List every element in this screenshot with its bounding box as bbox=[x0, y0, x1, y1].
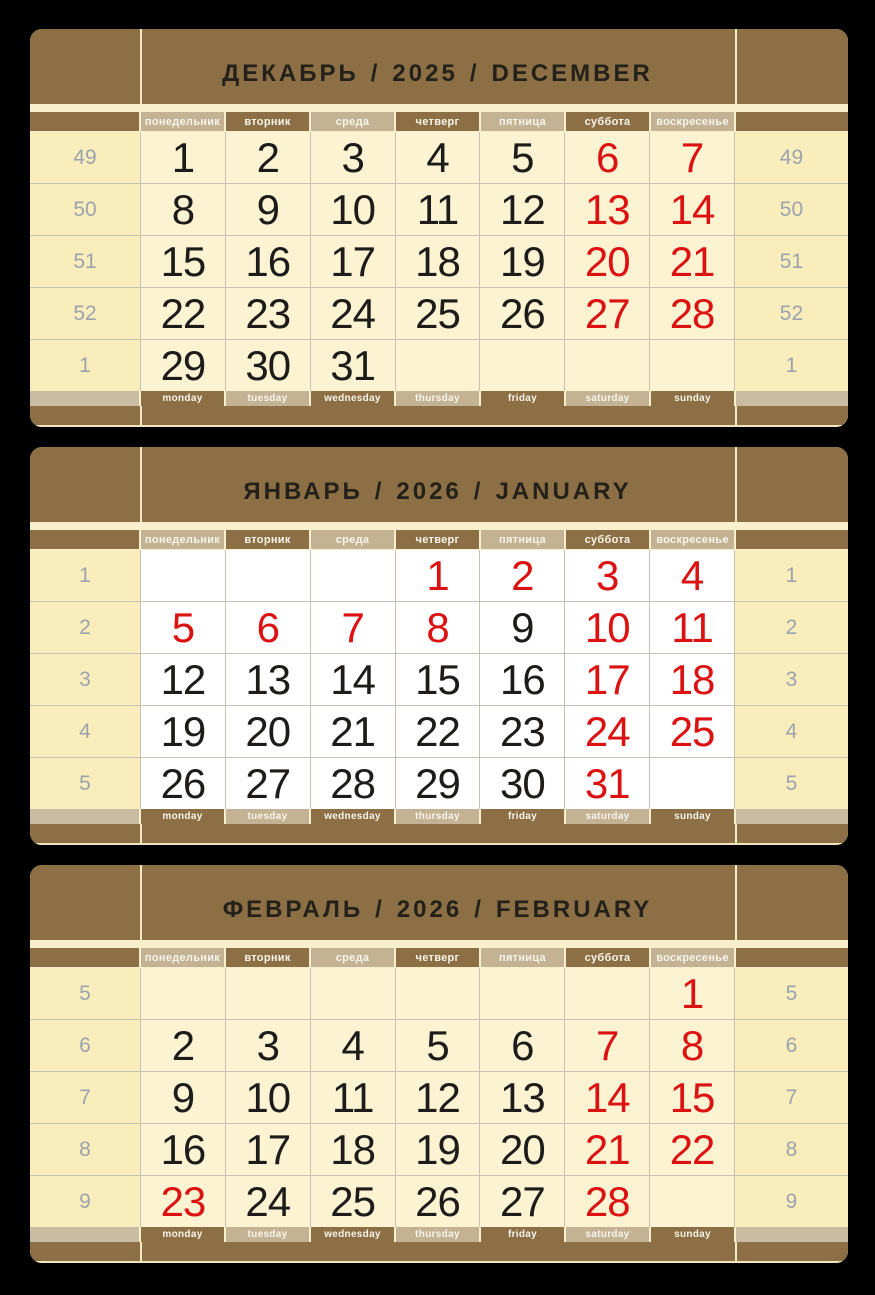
week-number-cell: 49 bbox=[735, 132, 848, 183]
weekday-ru-cell: суббота bbox=[566, 112, 649, 131]
date-cell: 9 bbox=[226, 184, 310, 235]
date-cell: 26 bbox=[141, 758, 225, 809]
date-cell: 17 bbox=[311, 236, 395, 287]
date-cell: 8 bbox=[650, 1020, 734, 1071]
month-name-ru: ДЕКАБРЬ bbox=[222, 59, 359, 87]
date-cell: 6 bbox=[565, 132, 649, 183]
title-separator: / bbox=[374, 477, 385, 505]
month-footer-band bbox=[30, 406, 848, 427]
week-number-cell: 7 bbox=[30, 1072, 140, 1123]
date-cell: 1 bbox=[141, 132, 225, 183]
week-number-cell: 3 bbox=[30, 654, 140, 705]
month-footer-band bbox=[30, 824, 848, 845]
week-number-cell: 6 bbox=[30, 1020, 140, 1071]
week-number-cell: 2 bbox=[30, 602, 140, 653]
week-number-cell: 1 bbox=[735, 340, 848, 391]
date-cell: 27 bbox=[226, 758, 310, 809]
date-cell: 10 bbox=[226, 1072, 310, 1123]
weekday-ru-cell: среда bbox=[311, 530, 394, 549]
weekday-en-cell: monday bbox=[141, 809, 224, 824]
weekday-en-cell: wednesday bbox=[311, 809, 394, 824]
week-number-cell: 50 bbox=[735, 184, 848, 235]
date-cell: 4 bbox=[650, 550, 734, 601]
weekday-footer-row-en bbox=[30, 1227, 848, 1242]
date-cell: 12 bbox=[396, 1072, 480, 1123]
date-cell: 16 bbox=[480, 654, 564, 705]
date-cell: 10 bbox=[311, 184, 395, 235]
date-cell: 11 bbox=[311, 1072, 395, 1123]
date-cell: 10 bbox=[565, 602, 649, 653]
weekday-en-cell: thursday bbox=[396, 391, 479, 406]
weekday-ru-cell: понедельник bbox=[141, 948, 224, 967]
date-cell bbox=[226, 968, 310, 1019]
date-cell: 19 bbox=[141, 706, 225, 757]
calendar-grid bbox=[30, 132, 848, 391]
date-cell bbox=[311, 550, 395, 601]
title-separator: / bbox=[469, 59, 480, 87]
weekday-ru-cell: среда bbox=[311, 112, 394, 131]
weekday-en-cell: thursday bbox=[396, 809, 479, 824]
weekday-en-cell: tuesday bbox=[226, 1227, 309, 1242]
date-cell bbox=[650, 758, 734, 809]
date-cell: 26 bbox=[480, 288, 564, 339]
weekday-en-cell: friday bbox=[481, 1227, 564, 1242]
weekday-en-cell: saturday bbox=[566, 1227, 649, 1242]
weekday-ru-cell: суббота bbox=[566, 948, 649, 967]
weekday-ru-cell: понедельник bbox=[141, 530, 224, 549]
month-footer-band bbox=[30, 1242, 848, 1263]
weekday-ru-cell: вторник bbox=[226, 948, 309, 967]
date-cell: 8 bbox=[141, 184, 225, 235]
date-cell: 19 bbox=[480, 236, 564, 287]
date-cell: 11 bbox=[650, 602, 734, 653]
date-cell bbox=[396, 340, 480, 391]
weekday-en-cell: monday bbox=[141, 391, 224, 406]
week-number-cell: 1 bbox=[30, 340, 140, 391]
date-cell: 24 bbox=[565, 706, 649, 757]
date-cell bbox=[650, 1176, 734, 1227]
weekday-en-cell: monday bbox=[141, 1227, 224, 1242]
date-cell: 20 bbox=[565, 236, 649, 287]
date-cell: 21 bbox=[311, 706, 395, 757]
week-number-cell: 1 bbox=[30, 550, 140, 601]
date-cell: 23 bbox=[141, 1176, 225, 1227]
week-number-cell: 5 bbox=[30, 968, 140, 1019]
date-cell: 14 bbox=[311, 654, 395, 705]
date-cell: 20 bbox=[226, 706, 310, 757]
weekday-en-cell: thursday bbox=[396, 1227, 479, 1242]
date-cell: 23 bbox=[480, 706, 564, 757]
date-cell: 8 bbox=[396, 602, 480, 653]
month-title bbox=[142, 29, 733, 104]
weekday-en-cell: saturday bbox=[566, 391, 649, 406]
week-number-cell: 4 bbox=[30, 706, 140, 757]
weekday-ru-cell: вторник bbox=[226, 530, 309, 549]
date-cell: 3 bbox=[311, 132, 395, 183]
weekday-row-right-pad bbox=[736, 809, 848, 824]
date-cell: 22 bbox=[141, 288, 225, 339]
date-cell: 17 bbox=[226, 1124, 310, 1175]
title-separator: / bbox=[370, 59, 381, 87]
month-header bbox=[30, 447, 848, 522]
date-cell: 6 bbox=[480, 1020, 564, 1071]
month-title bbox=[142, 865, 733, 940]
date-cell: 18 bbox=[650, 654, 734, 705]
weekday-row-right-pad bbox=[736, 948, 848, 967]
date-cell: 7 bbox=[311, 602, 395, 653]
weekday-en-cell: sunday bbox=[651, 391, 734, 406]
calendar-grid bbox=[30, 550, 848, 809]
weekday-en-cell: tuesday bbox=[226, 809, 309, 824]
weekday-en-cell: friday bbox=[481, 809, 564, 824]
date-cell: 7 bbox=[565, 1020, 649, 1071]
title-separator: / bbox=[473, 477, 484, 505]
weekday-row-left-pad bbox=[30, 809, 139, 824]
date-cell: 5 bbox=[480, 132, 564, 183]
date-cell: 27 bbox=[565, 288, 649, 339]
month-header bbox=[30, 865, 848, 940]
date-cell: 15 bbox=[141, 236, 225, 287]
date-cell bbox=[565, 340, 649, 391]
week-number-cell: 7 bbox=[735, 1072, 848, 1123]
week-number-cell: 49 bbox=[30, 132, 140, 183]
date-cell bbox=[565, 968, 649, 1019]
date-cell: 20 bbox=[480, 1124, 564, 1175]
weekday-row-left-pad bbox=[30, 391, 139, 406]
date-cell: 2 bbox=[226, 132, 310, 183]
weekday-en-cell: saturday bbox=[566, 809, 649, 824]
date-cell: 29 bbox=[141, 340, 225, 391]
month-block bbox=[30, 29, 848, 427]
weekday-row-right-pad bbox=[736, 1227, 848, 1242]
month-block bbox=[30, 447, 848, 845]
date-cell: 1 bbox=[650, 968, 734, 1019]
month-name-en: JANUARY bbox=[495, 477, 632, 505]
week-number-cell: 3 bbox=[735, 654, 848, 705]
weekday-ru-cell: понедельник bbox=[141, 112, 224, 131]
month-year: 2026 bbox=[396, 477, 462, 505]
date-cell: 16 bbox=[141, 1124, 225, 1175]
date-cell: 4 bbox=[311, 1020, 395, 1071]
date-cell: 25 bbox=[396, 288, 480, 339]
week-number-cell: 9 bbox=[735, 1176, 848, 1227]
weekday-ru-cell: вторник bbox=[226, 112, 309, 131]
cream-separator-band bbox=[30, 940, 848, 948]
date-cell: 13 bbox=[565, 184, 649, 235]
weekday-ru-cell: среда bbox=[311, 948, 394, 967]
week-number-cell: 51 bbox=[735, 236, 848, 287]
date-cell: 2 bbox=[141, 1020, 225, 1071]
week-number-cell: 6 bbox=[735, 1020, 848, 1071]
date-cell: 27 bbox=[480, 1176, 564, 1227]
month-header bbox=[30, 29, 848, 104]
date-cell: 24 bbox=[311, 288, 395, 339]
date-cell: 28 bbox=[650, 288, 734, 339]
weekday-ru-cell: пятница bbox=[481, 530, 564, 549]
date-cell: 24 bbox=[226, 1176, 310, 1227]
week-number-cell: 52 bbox=[735, 288, 848, 339]
date-cell: 11 bbox=[396, 184, 480, 235]
cream-separator-band bbox=[30, 104, 848, 112]
date-cell: 7 bbox=[650, 132, 734, 183]
weekday-row-left-pad bbox=[30, 112, 139, 131]
date-cell: 2 bbox=[480, 550, 564, 601]
title-separator: / bbox=[474, 895, 484, 923]
date-cell: 15 bbox=[650, 1072, 734, 1123]
weekday-en-cell: sunday bbox=[651, 1227, 734, 1242]
date-cell: 9 bbox=[141, 1072, 225, 1123]
weekday-ru-cell: пятница bbox=[481, 948, 564, 967]
weekday-ru-cell: четверг bbox=[396, 530, 479, 549]
date-cell: 28 bbox=[565, 1176, 649, 1227]
date-cell: 26 bbox=[396, 1176, 480, 1227]
calendar-grid bbox=[30, 968, 848, 1227]
weekday-header-row-ru bbox=[30, 530, 848, 550]
date-cell: 5 bbox=[141, 602, 225, 653]
date-cell bbox=[396, 968, 480, 1019]
weekday-ru-cell: воскресенье bbox=[651, 948, 734, 967]
week-number-cell: 4 bbox=[735, 706, 848, 757]
date-cell: 29 bbox=[396, 758, 480, 809]
weekday-en-cell: friday bbox=[481, 391, 564, 406]
date-cell: 16 bbox=[226, 236, 310, 287]
week-number-cell: 5 bbox=[30, 758, 140, 809]
weekday-header-row-ru bbox=[30, 112, 848, 132]
month-block bbox=[30, 865, 848, 1263]
date-cell: 12 bbox=[480, 184, 564, 235]
date-cell: 9 bbox=[480, 602, 564, 653]
weekday-ru-cell: четверг bbox=[396, 948, 479, 967]
date-cell: 13 bbox=[480, 1072, 564, 1123]
date-cell bbox=[311, 968, 395, 1019]
date-cell: 17 bbox=[565, 654, 649, 705]
date-cell: 22 bbox=[396, 706, 480, 757]
month-blocks-container bbox=[30, 29, 848, 1263]
weekday-row-right-pad bbox=[736, 112, 848, 131]
weekday-en-cell: wednesday bbox=[311, 391, 394, 406]
week-number-cell: 9 bbox=[30, 1176, 140, 1227]
date-cell: 6 bbox=[226, 602, 310, 653]
weekday-footer-row-en bbox=[30, 809, 848, 824]
weekday-ru-cell: четверг bbox=[396, 112, 479, 131]
date-cell: 14 bbox=[565, 1072, 649, 1123]
weekday-en-cell: sunday bbox=[651, 809, 734, 824]
weekday-ru-cell: суббота bbox=[566, 530, 649, 549]
weekday-row-right-pad bbox=[736, 530, 848, 549]
date-cell: 3 bbox=[226, 1020, 310, 1071]
weekday-ru-cell: воскресенье bbox=[651, 530, 734, 549]
month-name-ru: ФЕВРАЛЬ bbox=[222, 895, 364, 923]
month-year: 2026 bbox=[396, 895, 463, 923]
weekday-header-row-ru bbox=[30, 948, 848, 968]
date-cell: 12 bbox=[141, 654, 225, 705]
date-cell bbox=[480, 968, 564, 1019]
weekday-row-left-pad bbox=[30, 1227, 139, 1242]
date-cell: 1 bbox=[396, 550, 480, 601]
weekday-en-cell: wednesday bbox=[311, 1227, 394, 1242]
month-title bbox=[142, 447, 733, 522]
weekday-footer-row-en bbox=[30, 391, 848, 406]
date-cell: 30 bbox=[480, 758, 564, 809]
date-cell: 25 bbox=[650, 706, 734, 757]
week-number-cell: 1 bbox=[735, 550, 848, 601]
date-cell bbox=[141, 968, 225, 1019]
date-cell: 13 bbox=[226, 654, 310, 705]
week-number-cell: 52 bbox=[30, 288, 140, 339]
month-name-en: FEBRUARY bbox=[495, 895, 653, 923]
week-number-cell: 51 bbox=[30, 236, 140, 287]
week-number-cell: 8 bbox=[735, 1124, 848, 1175]
month-year: 2025 bbox=[392, 59, 458, 87]
weekday-row-left-pad bbox=[30, 530, 139, 549]
date-cell: 18 bbox=[396, 236, 480, 287]
weekday-ru-cell: воскресенье bbox=[651, 112, 734, 131]
month-name-en: DECEMBER bbox=[491, 59, 653, 87]
date-cell: 22 bbox=[650, 1124, 734, 1175]
date-cell: 18 bbox=[311, 1124, 395, 1175]
date-cell: 21 bbox=[650, 236, 734, 287]
date-cell: 25 bbox=[311, 1176, 395, 1227]
date-cell: 23 bbox=[226, 288, 310, 339]
date-cell bbox=[650, 340, 734, 391]
date-cell: 28 bbox=[311, 758, 395, 809]
date-cell: 3 bbox=[565, 550, 649, 601]
date-cell: 5 bbox=[396, 1020, 480, 1071]
date-cell: 21 bbox=[565, 1124, 649, 1175]
date-cell bbox=[480, 340, 564, 391]
date-cell: 31 bbox=[311, 340, 395, 391]
weekday-row-left-pad bbox=[30, 948, 139, 967]
weekday-row-right-pad bbox=[736, 391, 848, 406]
week-number-cell: 8 bbox=[30, 1124, 140, 1175]
week-number-cell: 5 bbox=[735, 968, 848, 1019]
date-cell bbox=[226, 550, 310, 601]
week-number-cell: 50 bbox=[30, 184, 140, 235]
date-cell: 15 bbox=[396, 654, 480, 705]
week-number-cell: 2 bbox=[735, 602, 848, 653]
date-cell: 19 bbox=[396, 1124, 480, 1175]
date-cell bbox=[141, 550, 225, 601]
cream-separator-band bbox=[30, 522, 848, 530]
month-name-ru: ЯНВАРЬ bbox=[243, 477, 363, 505]
date-cell: 14 bbox=[650, 184, 734, 235]
week-number-cell: 5 bbox=[735, 758, 848, 809]
date-cell: 31 bbox=[565, 758, 649, 809]
title-separator: / bbox=[375, 895, 385, 923]
weekday-en-cell: tuesday bbox=[226, 391, 309, 406]
date-cell: 30 bbox=[226, 340, 310, 391]
weekday-ru-cell: пятница bbox=[481, 112, 564, 131]
date-cell: 4 bbox=[396, 132, 480, 183]
